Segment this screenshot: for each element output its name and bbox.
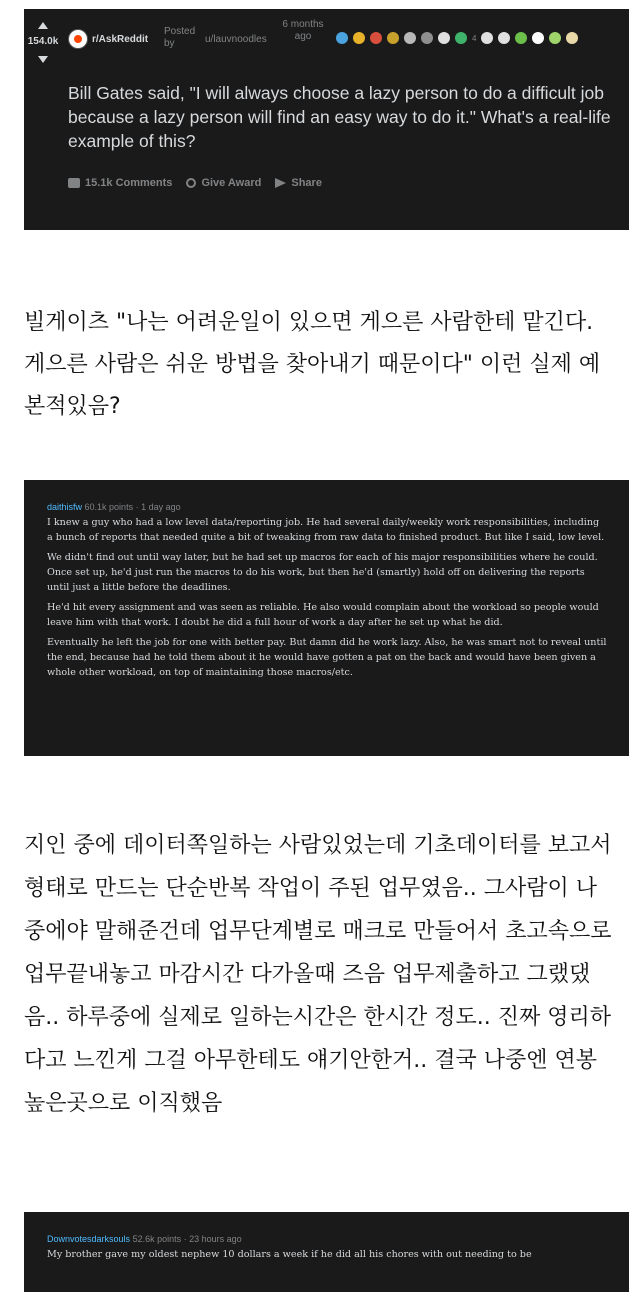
comment-meta bbox=[47, 500, 607, 515]
post-meta bbox=[68, 19, 624, 63]
comment-body bbox=[47, 500, 607, 685]
share-label: Share bbox=[291, 177, 322, 189]
award-badge-icon[interactable] bbox=[438, 32, 450, 44]
comment-paragraph: We didn't find out until way later, but he had set up macros for each of his major responsibilities where he could. Once set up, he'd just run the macros to do his work, but then he'd (smartly) hold off on delivering the reports until just a little before the deadlines. bbox=[47, 552, 598, 593]
award-badge-icon[interactable] bbox=[336, 32, 348, 44]
comment-meta bbox=[47, 1232, 607, 1247]
meta-separator: · bbox=[183, 1234, 190, 1244]
award-badge-icon[interactable] bbox=[421, 32, 433, 44]
post-action-bar bbox=[68, 177, 322, 189]
korean-translation-story: 지인 중에 데이터쪽일하는 사람있었는데 기초데이터를 보고서형태로 만드는 단순반복 작업이 주된 업무였음.. 그사람이 나중에야 말해준건데 업무단계별로 매크로 만들어서 초고속으로 업무끝내놓고 마감시간 다가올때 즈음 업무제출하고 그랬댔음.. 하루중에 실제로 일하는시간은 한시간 정도.. 진짜 영리하다고 느낀게 그걸 아무한테도 얘기안한거.. 결국 나중엔 연봉높은곳으로 이직했음 bbox=[24, 833, 612, 1116]
comment-age: 23 hours ago bbox=[189, 1234, 242, 1244]
share-button[interactable] bbox=[275, 177, 322, 189]
comments-button[interactable] bbox=[68, 177, 172, 189]
give-award-button[interactable] bbox=[186, 177, 261, 189]
subreddit-avatar-icon[interactable] bbox=[68, 29, 88, 49]
award-badge-icon[interactable] bbox=[404, 32, 416, 44]
give-award-label: Give Award bbox=[201, 177, 262, 189]
downvote-icon[interactable] bbox=[38, 56, 48, 63]
comment-paragraph: He'd hit every assignment and was seen as reliable. He also would complain about the workload so people would leave him with that work. I doubt he did a full hour of work a day after he set up what he did. bbox=[47, 602, 599, 628]
comment-paragraph: I knew a guy who had a low level data/reporting job. He had several daily/weekly work responsibilities, including a bunch of reports that needed quite a bit of tweaking from raw data to finished product. But like I said, low level. bbox=[47, 517, 605, 543]
comment-age: 1 day ago bbox=[141, 502, 181, 512]
upvote-icon[interactable] bbox=[38, 22, 48, 29]
award-badge-icon[interactable] bbox=[498, 32, 510, 44]
vote-column bbox=[24, 9, 62, 63]
meta-separator: · bbox=[135, 502, 142, 512]
share-icon bbox=[275, 178, 286, 188]
comment-icon bbox=[68, 178, 80, 188]
award-badge-icon[interactable] bbox=[515, 32, 527, 44]
award-badge-icon[interactable] bbox=[353, 32, 365, 44]
award-badge-icon[interactable] bbox=[455, 32, 467, 44]
award-badge-icon[interactable] bbox=[532, 32, 544, 44]
post-score: 154.0k bbox=[27, 36, 59, 47]
comment-author-link[interactable]: Downvotesdarksouls bbox=[47, 1234, 131, 1244]
comment-paragraph: Eventually he left the job for one with better pay. But damn did he work lazy. Also, he was smart not to reveal until the end, because had he told them about it he would have gotten a pat on the back and would have been given a whole other workload, on top of maintaining those macros/etc. bbox=[47, 637, 607, 678]
award-badge-icon[interactable] bbox=[481, 32, 493, 44]
comment-card bbox=[24, 480, 629, 756]
post-age: 6 months ago bbox=[282, 19, 324, 42]
award-icon bbox=[186, 178, 196, 188]
comment-body bbox=[47, 1232, 607, 1267]
comment-points: 60.1k points bbox=[84, 502, 134, 512]
post-title[interactable]: Bill Gates said, "I will always choose a lazy person to do a difficult job because a lazy person will find an easy way to do it." What's a real-life example of this? bbox=[68, 83, 611, 151]
comment-card bbox=[24, 1212, 629, 1292]
posted-by-label: Posted by bbox=[164, 26, 196, 49]
comment-author-link[interactable]: daithisfw bbox=[47, 502, 83, 512]
award-count: 4 bbox=[472, 33, 477, 43]
username-link[interactable]: u/lauvnoodles bbox=[205, 34, 267, 45]
award-badge-icon[interactable] bbox=[549, 32, 561, 44]
korean-translation-title: 빌게이츠 "나는 어려운일이 있으면 게으른 사람한테 맡긴다. 게으른 사람은 쉬운 방법을 찾아내기 때문이다" 이런 실제 예 본적있음? bbox=[24, 310, 601, 419]
reddit-post-card bbox=[24, 9, 629, 230]
awards-row[interactable] bbox=[336, 32, 578, 44]
subreddit-link[interactable]: r/AskReddit bbox=[92, 34, 149, 45]
comments-label: 15.1k Comments bbox=[85, 177, 173, 189]
award-badge-icon[interactable] bbox=[370, 32, 382, 44]
comment-paragraph: My brother gave my oldest nephew 10 dollars a week if he did all his chores with out needing to be bbox=[47, 1249, 532, 1260]
award-badge-icon[interactable] bbox=[387, 32, 399, 44]
comment-points: 52.6k points bbox=[132, 1234, 182, 1244]
award-badge-icon[interactable] bbox=[566, 32, 578, 44]
